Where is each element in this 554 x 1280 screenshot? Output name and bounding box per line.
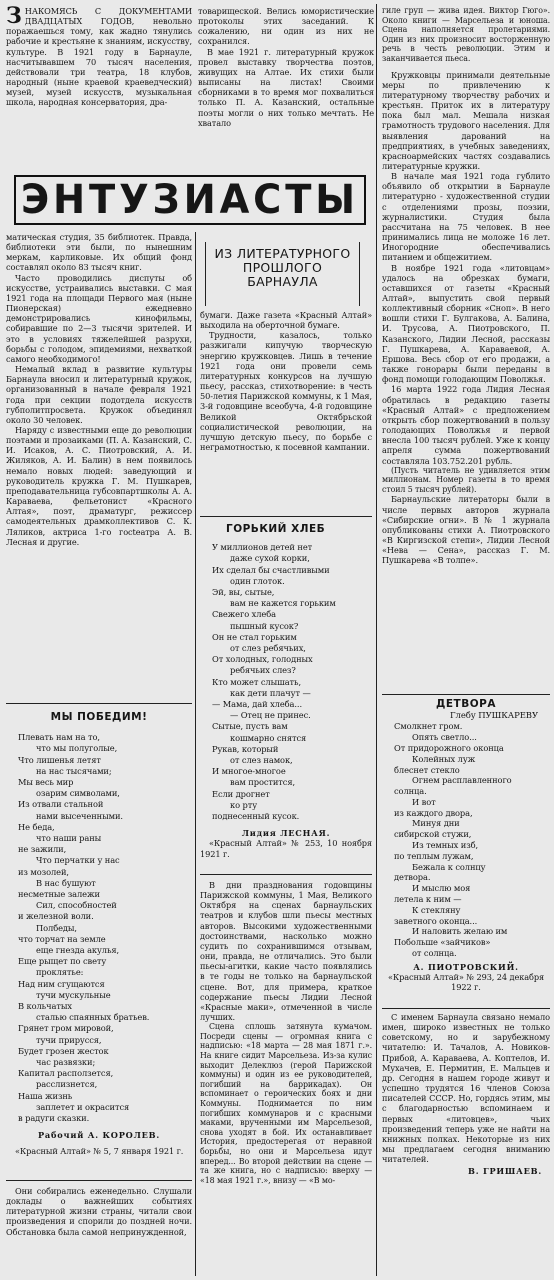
signature: В. ГРИШАЕВ. [467, 1166, 542, 1177]
poem-line: ко рту [230, 799, 258, 810]
poem-title: ДЕТВОРА [436, 698, 496, 710]
poem-line: Эй, вы, сытые, [212, 586, 275, 597]
poem-author: А. ПИОТРОВСКИЙ. [413, 961, 519, 972]
poem-line: не зажили, [18, 844, 67, 855]
poem-line: даже сухой корки, [230, 553, 310, 564]
rubric-line: ПРОШЛОГО [242, 260, 323, 275]
poem-line: в радуги сказки. [18, 1113, 90, 1124]
poem-dedication: Глебу ПУШКАРЕВУ [450, 711, 538, 722]
poem-line: поднесенный кусок. [212, 811, 300, 822]
poem-line: Мы весь мир [18, 776, 74, 787]
poem-line: К стекляну [412, 904, 461, 915]
headline-box [14, 175, 366, 225]
column-divider [376, 4, 377, 1276]
section-divider [382, 1008, 550, 1009]
paragraph: В дни празднования годовщины Парижской коммуны, 1 Мая, Великого Октября на сценах барнаульских театров и клубов шли пьесы местных авторов. Высокими художественными достоинствами, насколько можно судить по сохранившимся отзывам, они, правда, не отличались. Это были пьесы-агитки, какие часто появлялись в те годы не только на барнаульской сцене. Вот, для примера, краткое содержание пьесы Лидии Лесной «Красные маки», отмеченной в числе лучших. [200, 880, 372, 1023]
poem-line: Что лишенья летят [18, 754, 101, 765]
column-2-bottom [200, 880, 372, 1276]
section-divider [200, 516, 372, 517]
poem-line: Капитал расползется, [18, 1068, 114, 1079]
poem-line: от слез намок, [230, 755, 293, 766]
poem-line: — Отец не принес. [230, 710, 311, 721]
poem-body [382, 721, 550, 959]
poem-line: Полбеды, [36, 922, 77, 933]
poem-line: расслизнется, [36, 1079, 98, 1090]
poem-line: один глоток. [230, 575, 285, 586]
poem-line: Рукав, который [212, 743, 279, 754]
paragraph: Немалый вклад в развитие культуры Барнаула вносил и литературный кружок, организованный в начале февраля 1921 года при секции подотдела искусств губполитпросвета. Кружок объединял около 30 человек. [6, 364, 192, 425]
paragraph: В ноябре 1921 года «литовцам» удалось на обрезках бумаги, оставшихся от газеты «Красный Алтай», выпустить свой первый коллективный сборник «Сноп». В него вошли стихи Г. Булгакова, А. Балина, И. Трусова, А. Пиотровского, П. Казанского, Лидии Лесной, рассказы Г. Пушкарева, А. Караваевой, А. Ершова. Весь сбор от его продажи, а также гонорары были переданы в фонд помощи голодающим Поволжья. [382, 262, 550, 385]
poem-line: В кольчатых [18, 1001, 72, 1012]
poem-author: Рабочий А. КОРОЛЕВ. [37, 1130, 161, 1141]
poem-line: Что перчатки у нас [36, 855, 120, 866]
paragraph: бумаги. Даже газета «Красный Алтай» выходила на оберточной бумаге. [200, 310, 372, 331]
poem-line: Колейных луж [412, 753, 476, 764]
section-divider [6, 1180, 192, 1181]
rubric-line: БАРНАУЛА [247, 274, 318, 289]
paragraph: 16 марта 1922 года Лидия Лесная обратилась в редакцию газеты «Красный Алтай» с предложением открыть сбор пожертвований в пользу голодающих Поволжья и первой внесла 100 тысяч рублей. Уже к концу апреля сумма пожертвований составляла 103.752.201 рубль. [382, 384, 550, 466]
poem-line: Смолкнет гром. [394, 721, 463, 732]
poem-line: и железной воли. [18, 911, 94, 922]
poem-line: Опять светло... [412, 732, 477, 743]
paragraph: С именем Барнаула связано немало имен, широко известных не только советскому, но и зарубежному читателю: И. Тачалов, А. Новиков-Прибой, А. Караваева, А. Коптелов, И. Мухачев, Е. Пермитин, Е. Мальцев и др. Сегодня в нашем городе живут и успешно трудятся 16 членов Союза писателей СССР. Но, гордясь этим, мы с благодарностью вспоминаем и первых «литовцев», чьих произведений теперь уже не найти на книжных полках. Некоторые из них мы предлагаем сегодня вниманию читателей. [382, 1012, 550, 1165]
poem-line: что мы полуголые, [36, 743, 118, 754]
poem-line: Если дрогнет [212, 788, 270, 799]
editorial-note: (Пусть читатель не удивляется этим миллионам. Номер газеты в то время стоил 5 тысяч рублей). [382, 465, 550, 494]
poem-line: Из темных изб, [412, 840, 479, 851]
rubric-line: ИЗ ЛИТЕРАТУРНОГО [214, 246, 351, 261]
poem-line: Он не стал горьким [212, 631, 297, 642]
poem-line: заплетет и окрасится [36, 1101, 130, 1112]
poem-line: ребячьих слез? [230, 665, 296, 676]
poem-line: В нас бушуют [36, 877, 96, 888]
poem-line: вам простится, [230, 777, 296, 788]
column-2-top [198, 6, 374, 166]
poem-detvora [382, 697, 550, 1003]
poem-line: несметные залежи [18, 889, 100, 899]
poem-line: Кто может слышать, [212, 676, 301, 687]
poem-line: заветного оконца... [394, 915, 478, 926]
poem-line: От холодных, голодных [212, 654, 313, 665]
poem-line: Будет грозен жесток [18, 1045, 109, 1056]
poem-line: вам не кажется горьким [230, 598, 336, 609]
intro-text: НАКОМЯСЬ С ДОКУМЕНТАМИ ДВАДЦАТЫХ ГОДОВ, невольно поражаешься тому, как жадно тянулись рабочие и крестьяне к знаниям, искусству, культуре. В 1921 году в Барнауле, насчитывавшем 70 тысяч населения, действовали три театра, 18 клубов, народный (ныне краевой краеведческий) музей, музей искусств, музыкальная школа, народная консерватория, дра- [6, 6, 192, 108]
poem-line: Грянет гром мировой, [18, 1023, 114, 1034]
poem-line: что торчат на земле [18, 933, 106, 944]
poem-line: от солнца. [412, 948, 457, 959]
paragraph: Трудности, казалось, только разжигали кипучую творческую энергию кружковцев. Лишь в течение 1921 года они провели семь литературных конкурсов на лучшую пьесу, рассказ, стихотворение: в честь 50-летия Парижской коммуны, к 1 Мая, 3-й годовщине всеобуча, 4-й годовщине Великой Октябрьской социалистической революции, на лучшую детскую пьесу, по борьбе с неграмотностью, к посевной кампании. [200, 330, 372, 453]
poem-line: пышный кусок? [230, 620, 299, 631]
poem-line: — Мама, дай хлеба... [212, 699, 302, 709]
play-summary-end: гиле груп — живa идея. Виктор Гюго». Около книги — Марсельеза и юноша. Сцена наполняется пролетариями. Один из них произносит восторженную речь в честь революции. Этим и заканчивается пьеса. [382, 6, 550, 63]
paragraph: В начале мая 1921 года гублито объявило об открытии в Барнауле литературно - художественной студии с отделениями прозы, поэзии, журналистики. Студия была рассчитана на 75 человек. В нее принимались лица не моложе 16 лет. Иногородние обеспечивались питанием и общежитием. [382, 171, 550, 263]
poem-line: Свежего хлеба [212, 609, 276, 620]
poem-gorky-khleb [200, 520, 372, 872]
drop-cap: З [6, 6, 22, 29]
poem-line: нами высеченными. [36, 810, 123, 821]
headline: ЭНТУЗИАСТЫ [21, 177, 359, 223]
poem-line: Наша жизнь [18, 1090, 73, 1101]
poem-source: «Красный Алтай» № 293, 24 декабря 1922 г. [387, 972, 545, 993]
paragraph: В мае 1921 г. литературный кружок провел выставку творчества поэтов, живущих на Алтае. Их стихи были выписаны на листах! Своими сборниками в то время мог похвалиться только П. А. Казанский, остальные поэты могли о них только мечтать. Не хватало [198, 46, 374, 128]
poem-line: кошмарно снятся [230, 732, 307, 743]
poem-line: от слез ребячьих, [230, 642, 306, 653]
section-divider [200, 874, 372, 875]
paragraph: Наряду с известными еще до революции поэтами и прозаиками (П. А. Казанский, С. И. Исаков, А. С. Пиотровский, А. И. Жиляков, А. И. Балин) в нем появилось немало новых людей: заведующий и руководитель кружка Г. М. Пушкарев, преподавательница губсовпартшколы А. А. Караваева, фельетонист «Красного Алтая», поэт, драматург, режиссер самодеятельных драмколлективов С. К. Ляликов, актриса 1-го госteатра А. В. Лесная и другие. [6, 424, 192, 547]
poem-line: проклятье: [36, 967, 84, 978]
poem-line: летела к ним — [394, 894, 462, 905]
poem-line: Побольше «зайчиков» [394, 937, 491, 948]
poem-line: Из отвали стальной [18, 799, 104, 810]
poem-author: Лидия ЛЕСНАЯ. [241, 828, 331, 839]
poem-line: Их сделал бы счастливыми [212, 564, 330, 575]
column-2-mid [200, 310, 372, 515]
poem-line: И многоe-многое [212, 766, 286, 777]
poem-title: МЫ ПОБЕДИМ! [50, 711, 148, 723]
poem-line: тучи мускульные [36, 989, 111, 1000]
poem-line: Еще рыщет по свету [18, 956, 107, 967]
column-3-end [382, 1012, 550, 1276]
column-divider [195, 232, 196, 1276]
column-3 [382, 6, 550, 690]
paragraph: Они собирались еженедельно. Слушали доклады о важнейших событиях литературной жизни страны, читали свои произведения и спорили до поздней ночи. Обстановка была самой непринужденной, [6, 1186, 192, 1237]
intro-column [6, 6, 192, 166]
poem-line: по теплым лужам, [394, 850, 474, 861]
poem-line: из каждого двора, [394, 807, 473, 818]
poem-body [6, 732, 192, 1124]
column-1-bottom [6, 1186, 192, 1276]
poem-line: Сил, способностей [36, 900, 117, 911]
paragraph: Кружковцы принимали деятельные меры по привлечению к литературному творчеству рабочих и крестьян. Приток их в литературу пока был мал. Мешала низкая грамотность трудового населения. Для выявления дарований на предприятиях, в учебных заведениях, красноармейских частях создавались литературные кружки. [382, 69, 550, 171]
poem-line: Минуя дни [412, 818, 460, 829]
poem-line: Огнем расплавленного [412, 775, 512, 786]
poem-line: У миллионов детей нет [212, 542, 313, 553]
poem-source: «Красный Алтай» № 5, 7 января 1921 г. [15, 1146, 184, 1157]
poem-body [200, 542, 372, 822]
poem-line: сталью спаянных братьев. [36, 1012, 150, 1023]
poem-title: ГОРЬКИЙ ХЛЕБ [226, 523, 326, 535]
poem-line: как дети плачут — [230, 687, 311, 698]
poem-line: Бежала к солнцу [412, 861, 486, 872]
poem-source: «Красный Алтай» № 253, 10 ноября 1921 г. [200, 838, 372, 859]
poem-line: еще гнезда акулья, [36, 945, 120, 956]
poem-line: От придорожного оконца [394, 742, 504, 753]
poem-line: из мозолей, [18, 866, 69, 877]
poem-line: Над ним сгущаются [18, 978, 105, 989]
poem-line: солнца. [394, 786, 427, 797]
section-divider [6, 703, 192, 704]
poem-line: час развязки; [36, 1057, 96, 1068]
poem-line: И мыслю моя [412, 883, 471, 894]
play-summary: Сцена сплошь затянута кумачом. Посреди сцены — огромная книга с надписью: «18 марта — 28 мая 1871 г.». На книге сидит Марсельеза. Из-за кулис выходит Делеклюз (герой Парижской коммуны) и один из ее руководителей, погибший на баррикадах). Он вспоминает о героических боях и дни Коммуны. Поднимается по ним погибших коммунаров и с красными маками, врученными им Марсельезой, снова уходят в бой. Их останавливает История, предостерегая от неравной борьбы, но они и Марсельеза идут вперед... Во второй действии на сцене — та же книга, но с надписью: вверху — «18 мая 1921 г.», внизу — «В мо- [200, 1022, 372, 1185]
paragraph: Барнаульские литераторы были в числе первых авторов журнала «Сибирские огни». В № 1 журнала опубликованы стихи А. Пиотровского «В Киргизской степи», Лидии Лесной «Нева — Сена», рассказ Г. М. Пушкарева «В толпе». [382, 494, 550, 566]
poem-line: сибирской стужи, [394, 829, 472, 840]
poem-line: тучи прирусся, [36, 1034, 102, 1045]
column-1-main [6, 232, 192, 700]
poem-line: Не беда, [18, 821, 55, 832]
paragraph: товарищеской. Велись юмористические протоколы этих заседаний. К сожалению, ни один из них не сохранился. [198, 6, 374, 47]
poem-line: на нас тысячами; [36, 765, 112, 776]
poem-line: озарим символами, [36, 788, 120, 799]
poem-line: И наловить желаю им [412, 926, 508, 937]
poem-line: детвора. [394, 872, 431, 883]
poem-my-pobedim [6, 708, 192, 1178]
section-divider [382, 694, 550, 695]
poem-line: Сытые, пусть вам [212, 721, 288, 732]
rubric [205, 242, 360, 306]
paragraph: Часто проводились диспуты об искусстве, устраивались выставки. С мая 1921 года на площади Первого мая (ныне Пионерская) ежедневно демонстрировались кинофильмы, собиравшие по 2—3 тысячи зрителей. И это в условиях тяжелейшей разрухи, борьбы с голодом, эпидемиями, нехваткой самого необходимого! [6, 272, 192, 364]
paragraph: матическая студия, 35 библиотек. Правда, библиотеки эти были, по нынешним меркам, карликовые. Их общий фонд составлял около 83 тысяч книг. [6, 232, 192, 273]
poem-line: блеснет стекло [394, 764, 460, 775]
poem-line: Плевать нам на то, [18, 732, 100, 743]
poem-line: И вот [412, 796, 436, 807]
poem-line: что наши раны [36, 832, 102, 843]
